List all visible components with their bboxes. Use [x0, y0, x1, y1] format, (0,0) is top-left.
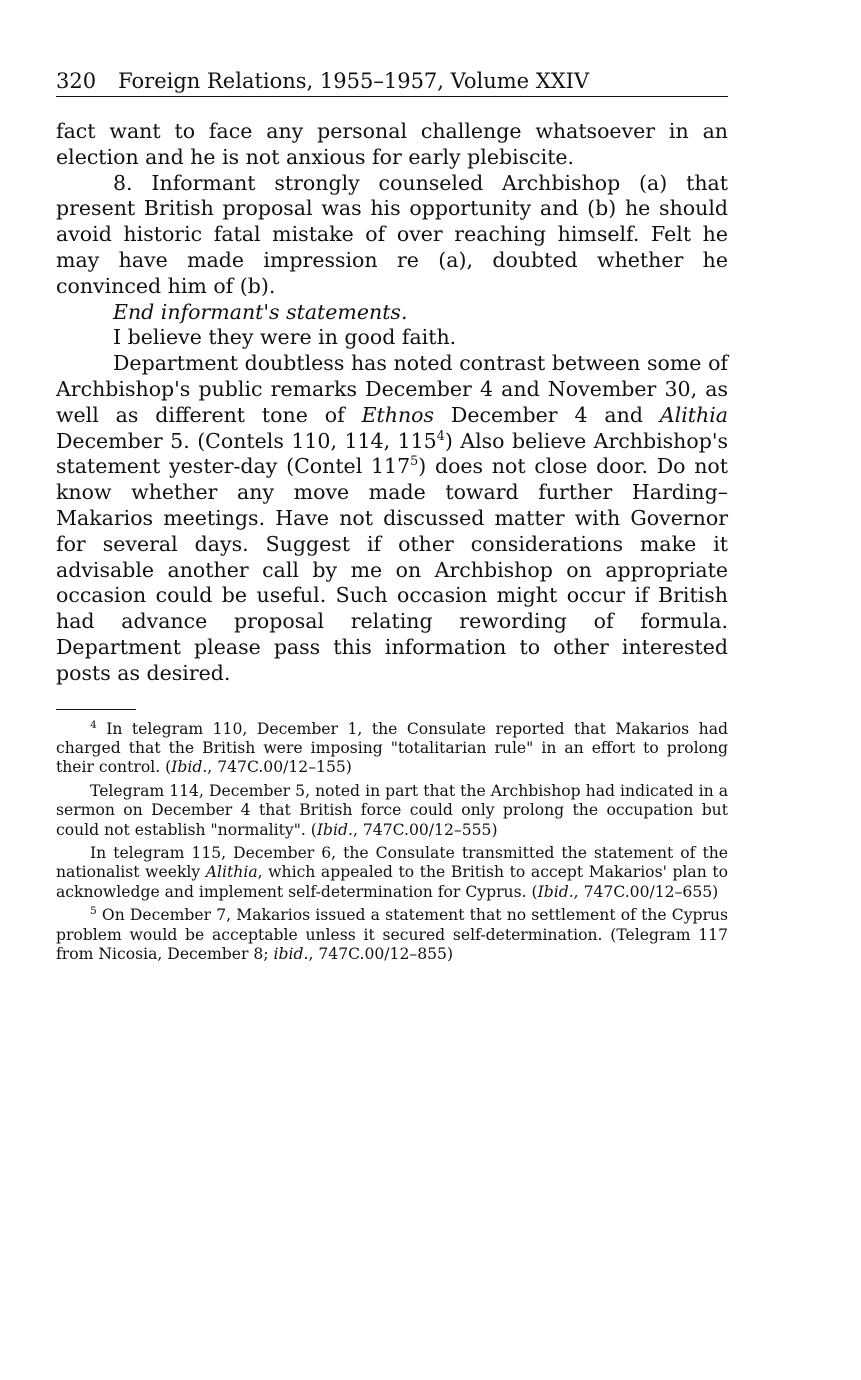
footnote-text: , which appealed to the British to accept Makarios' plan to acknowledge and implement self-determination for Cyprus. ( [56, 863, 728, 901]
footnote-mark-4: 4 [90, 718, 97, 731]
footnote-ref: , 747C.00/12–555) [352, 820, 498, 839]
footnote-mark-5: 5 [90, 905, 97, 917]
paragraph-continuation: fact want to face any personal challenge whatsoever in an election and he is not anxious for early plebiscite. [56, 119, 728, 169]
alithia-italic: Alithia [205, 863, 258, 882]
document-page [56, 68, 728, 968]
text-segment: December 5. (Contels 110, 114, 115 [56, 428, 437, 453]
text-segment: Department doubtless has noted contrast between some of Archbishop's public remarks December 4 and November 30, as well as different tone of [56, 351, 728, 427]
footnote-4-telegram-114 [56, 782, 728, 840]
paragraph-point-8: 8. Informant strongly counseled Archbishop (a) that present British proposal was his opportunity and (b) he should avoid historic fatal mistake of over reaching himself. Felt he may have made impression re (a), doubted whether he convinced him of (b). [56, 170, 728, 298]
footnote-ref: , 747C.00/12–155) [207, 758, 352, 777]
text-segment: ) does not close door. Do not know whether any move made toward further Harding–Makarios meetings. Have not discussed matter with Governor for several days. Suggest if other considerations make it advisable another call by me on Archbishop on appropriate occasion could be useful. Such occasion might occur if British had advance proposal relating rewording of formula. Department please pass this information to other interested posts as desired. [56, 454, 729, 685]
footnote-ref-4: 4 [436, 427, 445, 443]
footnote-text: Telegram 114, December 5, noted in part that the Archbishop had indicated in a sermon on December 4 that British force could only prolong the occupation but could not establish "normality". ( [56, 781, 728, 839]
body-text [56, 119, 728, 687]
footnotes [56, 709, 728, 965]
footnote-ref-5: 5 [410, 453, 419, 469]
footnote-text: In telegram 110, December 1, the Consulate reported that Makarios had charged that the British were imposing "totalitarian rule" in an effort to prolong their control. ( [56, 719, 728, 777]
alithia-italic: Alithia [659, 402, 728, 427]
paragraph-department [56, 351, 728, 686]
ibid-italic: ibid. [273, 945, 309, 963]
paragraph-end-statements [56, 300, 728, 326]
footnote-text: On December 7, Makarios issued a statement that no settlement of the Cyprus problem would be acceptable unless it secured self-determination. (Telegram 117 from Nicosia, December 8; [56, 906, 728, 963]
footnote-ref: , 747C.00/12–855) [308, 945, 454, 963]
running-header [56, 68, 728, 97]
footnote-5 [56, 906, 728, 964]
ibid-italic: Ibid. [316, 820, 353, 839]
end-statements-italic: End informant's statements. [113, 299, 408, 324]
page-number: 320 [56, 69, 97, 93]
footnote-4-telegram-115 [56, 844, 728, 902]
ibid-italic: Ibid. [537, 882, 574, 901]
paragraph-good-faith: I believe they were in good faith. [113, 325, 457, 350]
footnote-divider [56, 709, 136, 710]
footnote-ref: , 747C.00/12–655) [573, 882, 719, 901]
text-segment: December 4 and [434, 402, 660, 427]
text-segment: ) Also believe Archbishop's statement yester-day (Contel 117 [56, 428, 728, 479]
ethnos-italic: Ethnos [361, 402, 435, 427]
footnote-4 [56, 720, 728, 778]
footnote-text: In telegram 115, December 6, the Consulate transmitted the statement of the nationalist weekly [56, 843, 728, 882]
running-title: Foreign Relations, 1955–1957, Volume XXIV [118, 69, 590, 93]
ibid-italic: Ibid. [171, 758, 208, 777]
